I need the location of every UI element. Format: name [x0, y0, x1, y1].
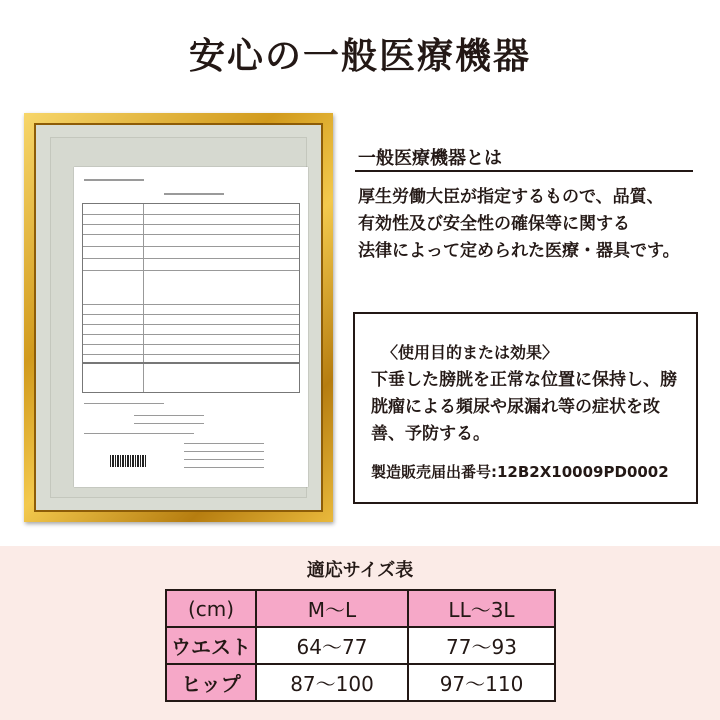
registration-number: 製造販売届出番号:12B2X10009PD0002 [371, 463, 669, 481]
purpose-body [371, 367, 693, 448]
definition-rule [355, 170, 693, 172]
size-table [165, 589, 556, 702]
unit-cell: (cm) [166, 590, 256, 627]
size-chart-title: 適応サイズ表 [306, 560, 414, 581]
definition-line: 厚生労働大臣が指定するもので、品質、 [358, 187, 664, 207]
definition-line: 法律によって定められた医療・器具です。 [358, 241, 680, 261]
size-column-header: M〜L [256, 590, 408, 627]
table-row [166, 627, 555, 664]
purpose-line: 善、予防する。 [371, 424, 490, 444]
table-cell: 97〜110 [408, 664, 555, 701]
definition-body [358, 184, 698, 265]
table-cell: 64〜77 [256, 627, 408, 664]
frame-inner [34, 123, 323, 512]
table-row [166, 664, 555, 701]
size-column-header: LL〜3L [408, 590, 555, 627]
purpose-heading: 〈使用目的または効果〉 [382, 343, 559, 362]
definition-heading: 一般医療機器とは [358, 148, 502, 169]
definition-line: 有効性及び安全性の確保等に関する [358, 214, 630, 234]
barcode [110, 455, 146, 467]
certificate-document [74, 167, 308, 487]
frame-mat [50, 137, 307, 498]
table-cell: 77〜93 [408, 627, 555, 664]
purpose-line: 胱瘤による頻尿や尿漏れ等の症状を改 [371, 397, 660, 417]
table-cell: 87〜100 [256, 664, 408, 701]
purpose-line: 下垂した膀胱を正常な位置に保持し、膀 [371, 370, 677, 390]
row-header-waist: ウエスト [166, 627, 256, 664]
table-header-row [166, 590, 555, 627]
page-title: 安心の一般医療機器 [188, 35, 531, 77]
row-header-hip: ヒップ [166, 664, 256, 701]
certificate-frame [24, 113, 333, 522]
